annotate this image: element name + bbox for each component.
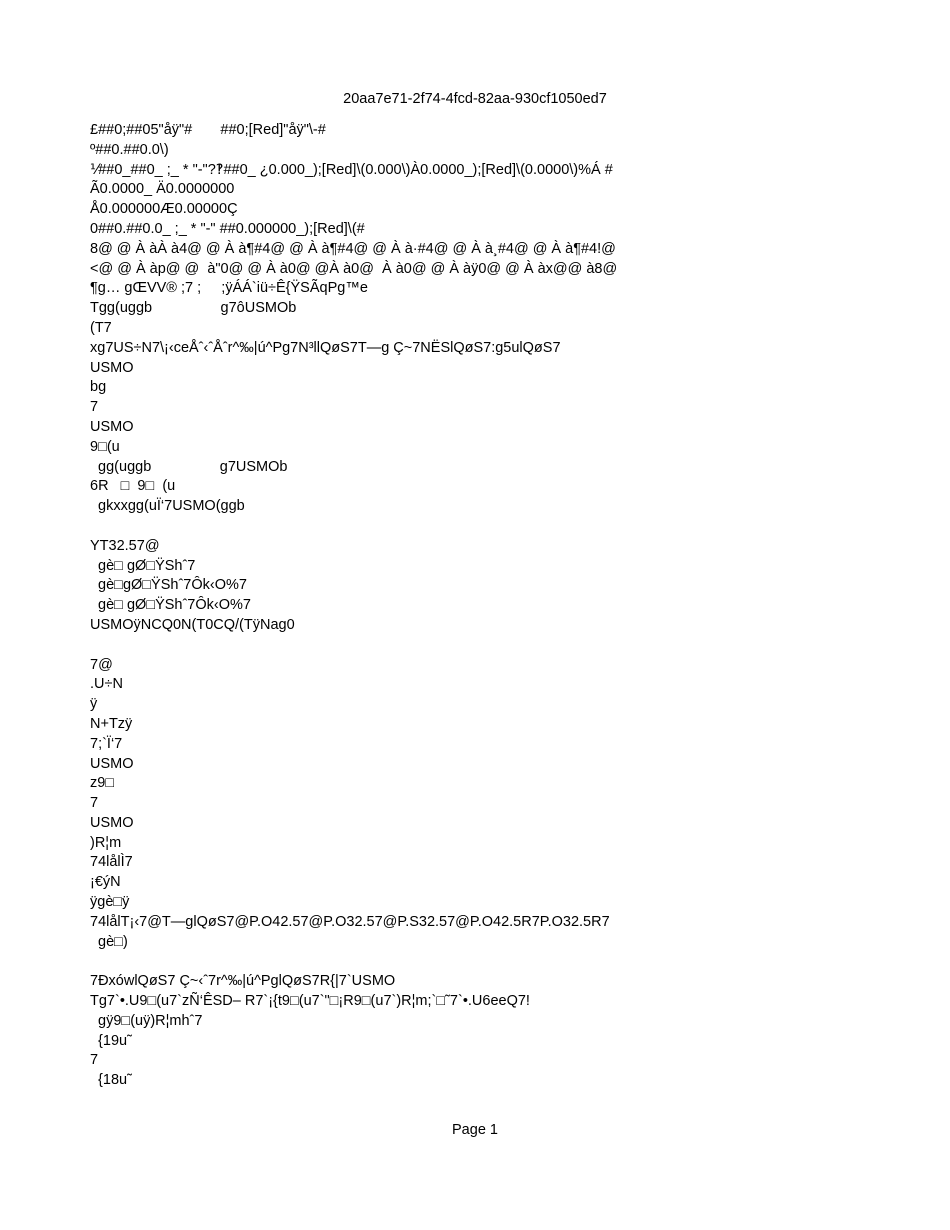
document-line: ¡€ýN xyxy=(90,874,121,891)
document-line xyxy=(90,636,870,656)
document-line: ¶g… gŒVV® ;7 ; ;ÿÁÁ`iü÷Ê{ŸSÃqPg™e xyxy=(90,280,368,297)
document-line: USMO xyxy=(90,418,134,435)
document-line: gkxxgg(uÏ‘7USMO(ggb xyxy=(90,498,245,515)
document-line: USMO xyxy=(90,359,134,376)
document-line: gè□) xyxy=(90,933,128,950)
document-line: 74lålT¡‹7@T—glQøS7@P.O42.57@P.O32.57@P.S32.57@P.O42.5R7P.O32.5R7 xyxy=(90,913,610,930)
document-line: 8@ @ À àÀ à4@ @ À à¶#4@ @ À à¶#4@ @ À à·#4@ @ À à¸#4@ @ À à¶#4!@ xyxy=(90,240,616,257)
document-line: gè□ gØ□ŸShˆ7Ôk‹O%7 xyxy=(90,597,251,614)
document-line: Ã0.0000_ Ä0.0000000 xyxy=(90,181,235,198)
document-line: gg(uggb g7USMOb xyxy=(90,458,288,475)
document-line: )R¦m xyxy=(90,834,122,851)
document-line: º##0.##0.0\) xyxy=(90,141,169,158)
document-line xyxy=(90,517,870,537)
document-line: ÿgè□ÿ xyxy=(90,894,130,911)
document-line: 0##0.##0.0_ ;_ * "-" ##0.000000_);[Red]\(# xyxy=(90,220,365,237)
document-line: gè□ gØ□ŸShˆ7 xyxy=(90,557,196,574)
document-line: bg xyxy=(90,379,107,396)
document-line: £##0;##05"åÿ"# ##0;[Red]"åÿ"\-# xyxy=(90,122,326,138)
document-line: gè□gØ□ŸShˆ7Ôk‹O%7 xyxy=(90,577,247,594)
document-line: xg7US÷N7\¡‹ceÅˆ‹ˆÅˆr^‰|ú^Pg7N³llQøS7T—g Ç~7NËSlQøS7:g5ulQøS7 xyxy=(90,339,561,356)
document-line: ÿ xyxy=(90,696,98,713)
document-line: z9□ xyxy=(90,775,115,792)
document-line: ⅟##0_##0_ ;_ * "-"?‽##0_ ¿0.000_);[Red]\(0.000\)À0.0000_);[Red]\(0.0000\)%Á # xyxy=(90,161,613,178)
document-line xyxy=(90,952,870,972)
document-body xyxy=(90,121,870,1091)
document-line: N+Tzÿ xyxy=(90,715,133,732)
document-line: (T7 xyxy=(90,319,112,336)
document-line: 7ÐxówlQøS7 Ç~‹ˆ7r^‰|ú^PglQøS7R{|7`USMO xyxy=(90,973,396,990)
document-line: Tgg(uggb g7ôUSMOb xyxy=(90,300,297,317)
document-line: <@ @ À àp@ @ à"0@ @ À à0@ @À à0@ À à0@ @ À àÿ0@ @ À àx@@ à8@ xyxy=(90,260,618,277)
document-line: 9□(u xyxy=(90,438,120,455)
document-line: 7;`Ï‘7 xyxy=(90,735,123,752)
document-line: 7@ xyxy=(90,656,113,673)
document-line: Å0.000000Æ0.00000Ç xyxy=(90,201,238,218)
document-line: 7 xyxy=(90,399,99,416)
document-line: USMO xyxy=(90,755,134,772)
document-line: {19u˜ xyxy=(90,1032,132,1049)
document-line: Tg7`•.U9□(u7`zÑ‘ÊSD– R7`¡{t9□(u7`"□¡R9□(u7`)R¦m;`□˜7`•.U6eeQ7! xyxy=(90,993,530,1010)
page-footer-number: Page 1 xyxy=(452,1122,498,1138)
document-line: 7 xyxy=(90,1052,99,1069)
document-line: {18u˜ xyxy=(90,1072,132,1089)
document-line: YT32.57@ xyxy=(90,537,160,554)
document-line: USMO xyxy=(90,814,134,831)
document-line: 74lålÌ7 xyxy=(90,854,133,871)
document-line: gÿ9□(uÿ)R¦mhˆ7 xyxy=(90,1012,203,1029)
document-line: 6R □ 9□ (u xyxy=(90,478,176,495)
document-line: USMOÿNCQ0N(T0CQ/(TÿNag0 xyxy=(90,616,295,633)
page-header-title: 20aa7e71-2f74-4fcd-82aa-930cf1050ed7 xyxy=(343,91,607,107)
document-line: .U÷N xyxy=(90,676,123,693)
document-line: 7 xyxy=(90,795,99,812)
